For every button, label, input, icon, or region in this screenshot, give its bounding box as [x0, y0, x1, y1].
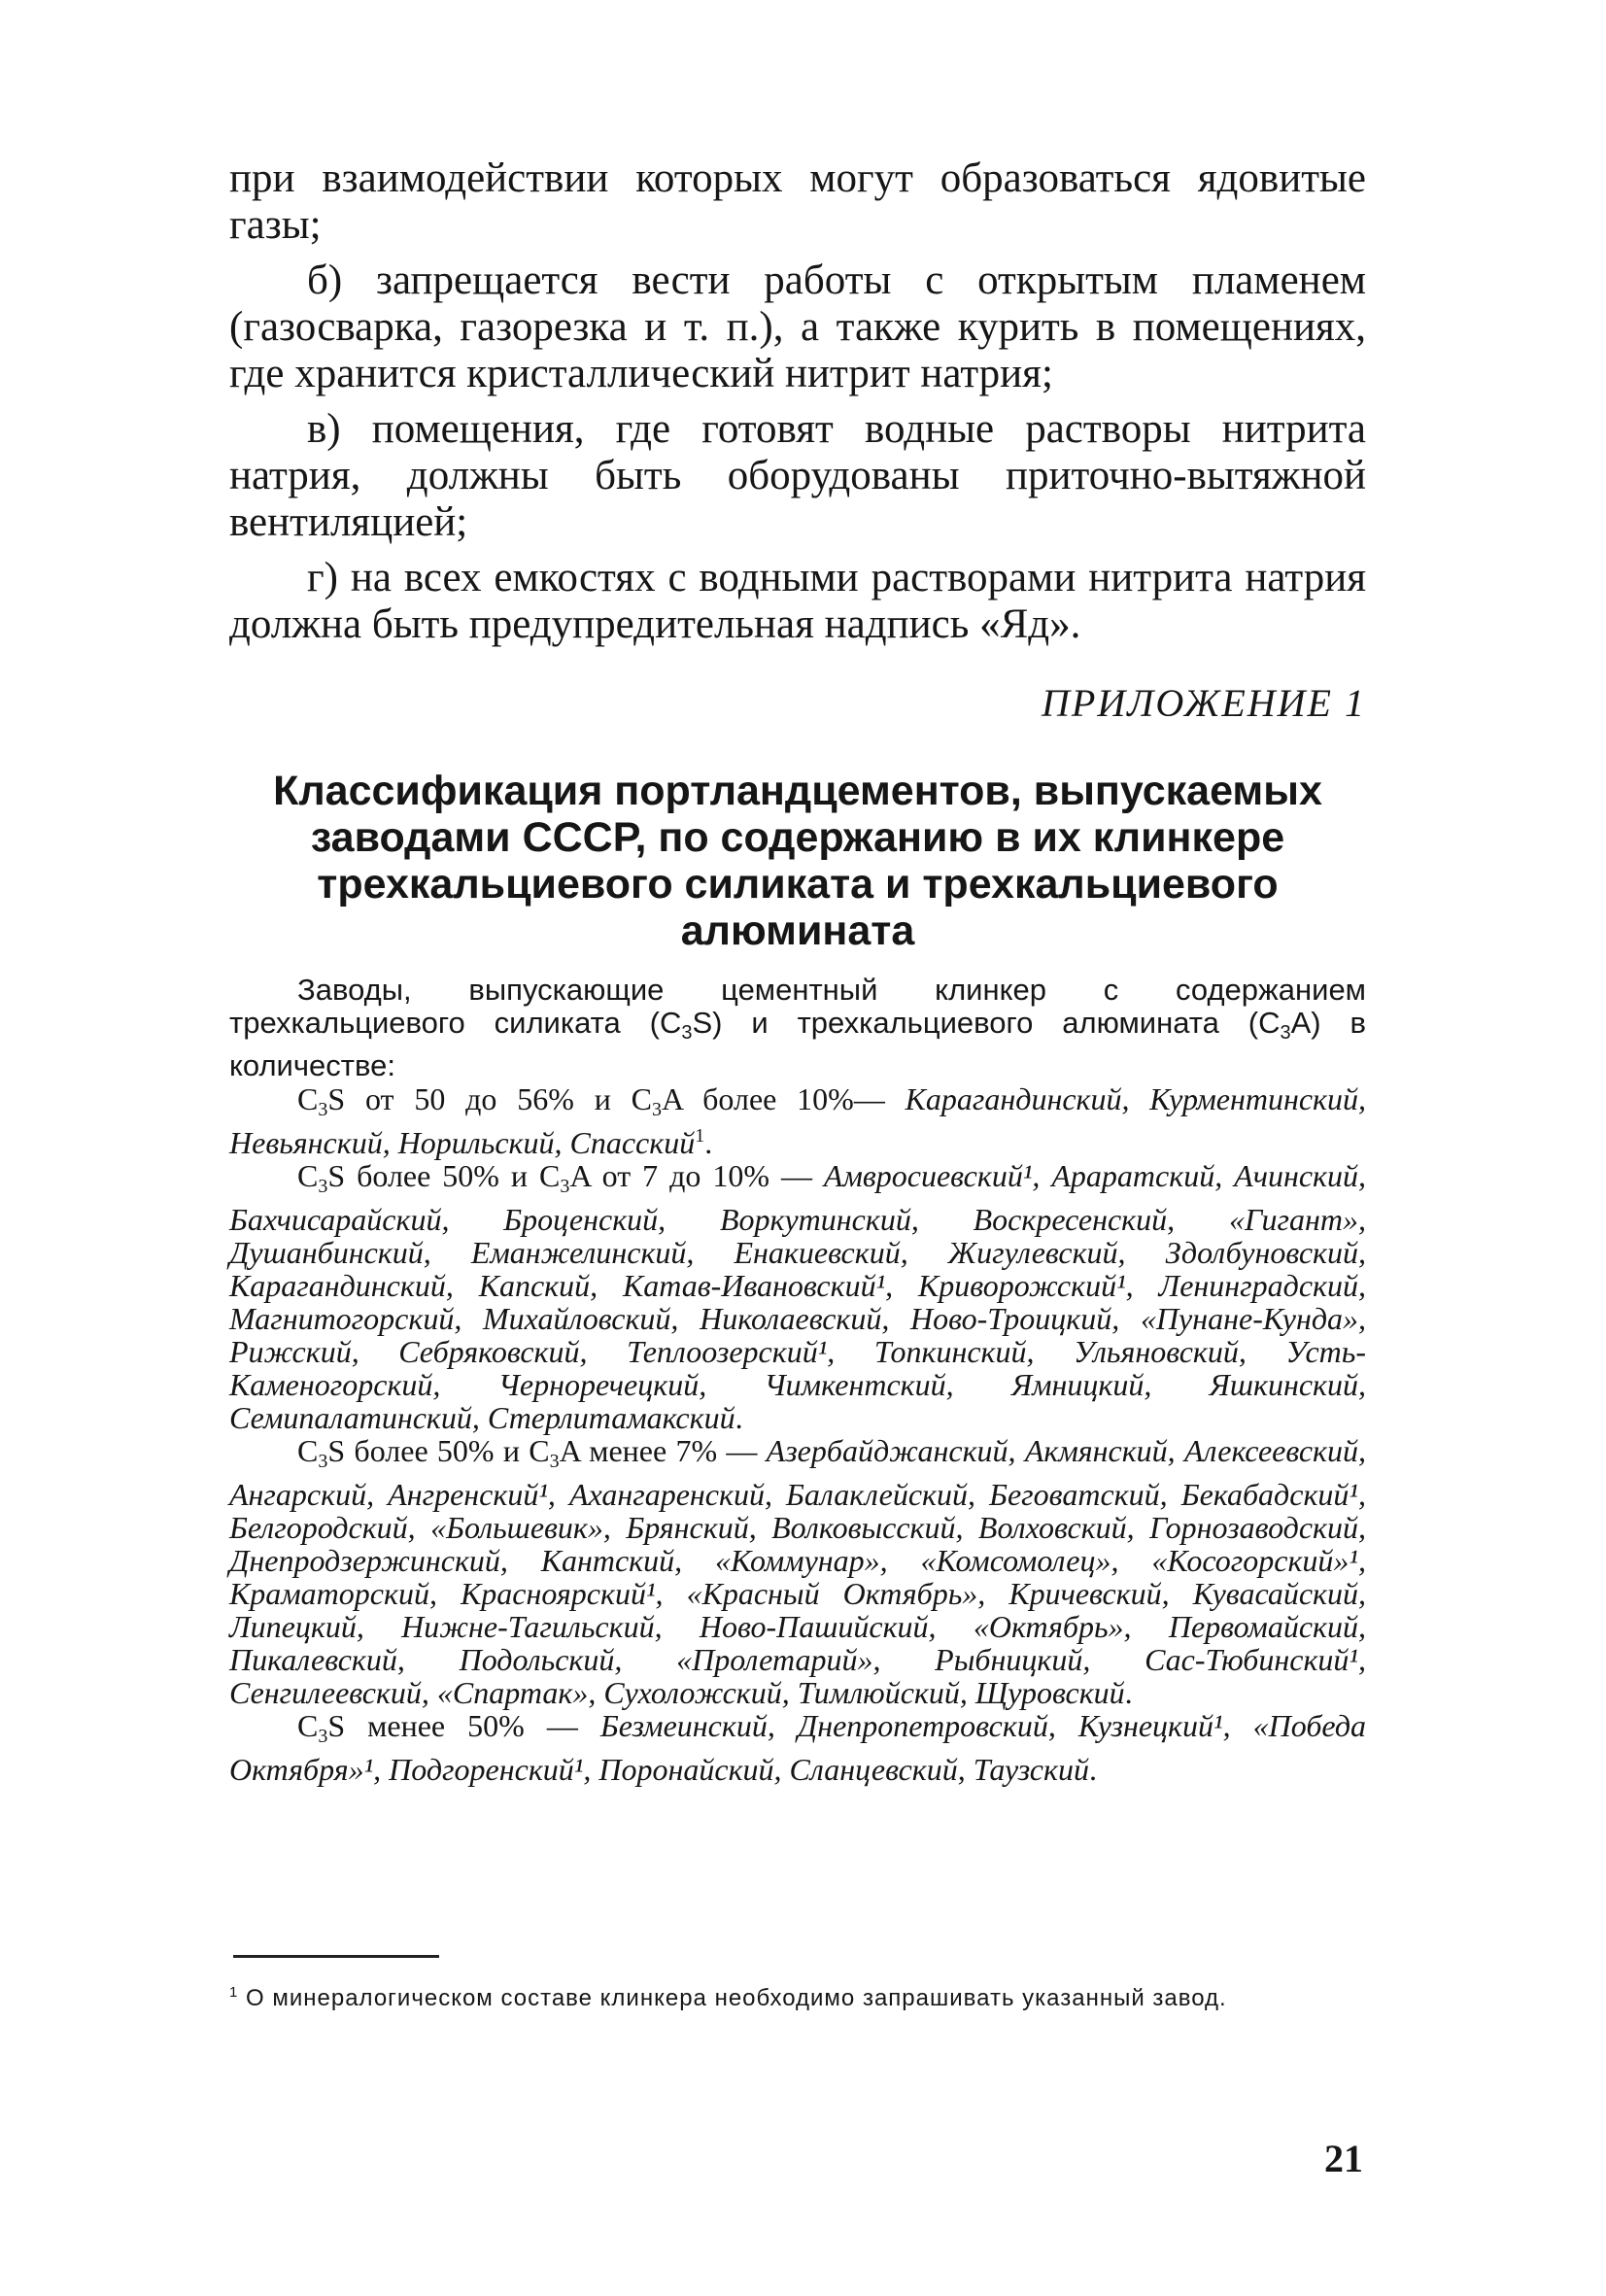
section-title: Классификация портландцементов, выпускаемых заводами СССР, по содержанию в их клинкере трехкальциевого силиката и трехкальциевого алюмината	[273, 768, 1322, 954]
safety-rules	[229, 155, 1366, 648]
group-paragraph: $C_3S$ более 50% и $C_3A$ от 7 до 10% — Амвросиевский¹, Араратский, Ачинский, Бахчисарайский, Броценский, Воркутинский, Воскресенский, «Гигант», Душанбинский, Еманжелинский, Енакиевский, Жигулевский, Здолбуновский, Карагандинский, Капский, Катав-Ивановский¹, Криворожский¹, Ленинградский, Магнитогорский, Михайловский, Николаевский, Ново-Троицкий, «Пунане-Кунда», Рижский, Себряковский, Теплоозерский¹, Топкинский, Ульяновский, Усть-Каменогорский, Черноречецкий, Чимкентский, Ямницкий, Яшкинский, Семипалатинский, Стерлитамакский.	[229, 1158, 1367, 1435]
footnote-divider	[233, 1955, 439, 1958]
plant-list: Азербайджанский, Акмянский, Алексеевский, Ангарский, Ангренский¹, Ахангаренский, Балаклейский, Беговатский, Бекабадский¹, Белгородский, «Большевик», Брянский, Волковысский, Волховский, Горнозаводский, Днепродзержинский, Кантский, «Коммунар», «Комсомолец», «Косогорский»¹, Краматорский, Красноярский¹, «Красный Октябрь», Кричевский, Кувасайский, Липецкий, Нижне-Тагильский, Ново-Пашийский, «Октябрь», Первомайский, Пикалевский, Подольский, «Пролетарий», Рыбницкий, Сас-Тюбинский¹, Сенгилеевский, «Спартак», Сухоложский, Тимлюйский, Щуровский	[229, 1433, 1367, 1710]
plant-list: Амвросиевский¹, Араратский, Ачинский, Бахчисарайский, Броценский, Воркутинский, Воскресенский, «Гигант», Душанбинский, Еманжелинский, Енакиевский, Жигулевский, Здолбуновский, Карагандинский, Капский, Катав-Ивановский¹, Криворожский¹, Ленинградский, Магнитогорский, Михайловский, Николаевский, Ново-Троицкий, «Пунане-Кунда», Рижский, Себряковский, Теплоозерский¹, Топкинский, Ульяновский, Усть-Каменогорский, Черноречецкий, Чимкентский, Ямницкий, Яшкинский, Семипалатинский, Стерлитамакский	[229, 1158, 1367, 1435]
page-number: 21	[1324, 2137, 1363, 2180]
footnote-text: О минералогическом составе клинкера необходимо запрашивать указанный завод.	[246, 1985, 1227, 2011]
intro-paragraph: Заводы, выпускающие цементный клинкер с содержанием трехкальциевого силиката $(C_3S)$ и трехкальциевого алюмината $(C_3A)$ в количестве:	[229, 973, 1366, 1082]
group-paragraph: $C_3S$ от 50 до 56% и $C_3A$ более 10%— Карагандинский, Курментинский, Невьянский, Норильский, Спасский$^1$.	[229, 1081, 1367, 1160]
rule-v: в) помещения, где готовят водные растворы нитрита натрия, должны быть оборудованы приточно-вытяжной вентиляцией;	[229, 406, 1366, 545]
appendix-label: ПРИЛОЖЕНИЕ 1	[1042, 681, 1366, 725]
classification-body	[229, 974, 1366, 1786]
footnote-mark: 1	[229, 1984, 239, 2001]
plant-list: Безмеинский, Днепропетровский, Кузнецкий¹, «Победа Октября»¹, Подгоренский¹, Поронайский, Сланцевский, Таузский	[229, 1708, 1367, 1787]
plant-list: Карагандинский, Курментинский, Невьянский, Норильский, Спасский	[229, 1081, 1367, 1160]
rule-b: б) запрещается вести работы с открытым пламенем (газосварка, газорезка и т. п.), а также курить в помещениях, где хранится кристаллический нитрит натрия;	[229, 257, 1366, 396]
group-paragraph: $C_3S$ менее 50% — Безмеинский, Днепропетровский, Кузнецкий¹, «Победа Октября»¹, Подгоренский¹, Поронайский, Сланцевский, Таузский.	[229, 1708, 1367, 1787]
rule-g: г) на всех емкостях с водными растворами нитрита натрия должна быть предупредительная надпись «Яд».	[229, 555, 1366, 647]
rule-continuation: при взаимодействии которых могут образоваться ядовитые газы;	[229, 155, 1366, 248]
group-paragraph: $C_3S$ более 50% и $C_3A$ менее 7% — Азербайджанский, Акмянский, Алексеевский, Ангарский, Ангренский¹, Ахангаренский, Балаклейский, Беговатский, Бекабадский¹, Белгородский, «Большевик», Брянский, Волковысский, Волховский, Горнозаводский, Днепродзержинский, Кантский, «Коммунар», «Комсомолец», «Косогорский»¹, Краматорский, Красноярский¹, «Красный Октябрь», Кричевский, Кувасайский, Липецкий, Нижне-Тагильский, Ново-Пашийский, «Октябрь», Первомайский, Пикалевский, Подольский, «Пролетарий», Рыбницкий, Сас-Тюбинский¹, Сенгилеевский, «Спартак», Сухоложский, Тимлюйский, Щуровский.	[229, 1433, 1367, 1710]
footnote	[229, 1978, 1364, 2013]
